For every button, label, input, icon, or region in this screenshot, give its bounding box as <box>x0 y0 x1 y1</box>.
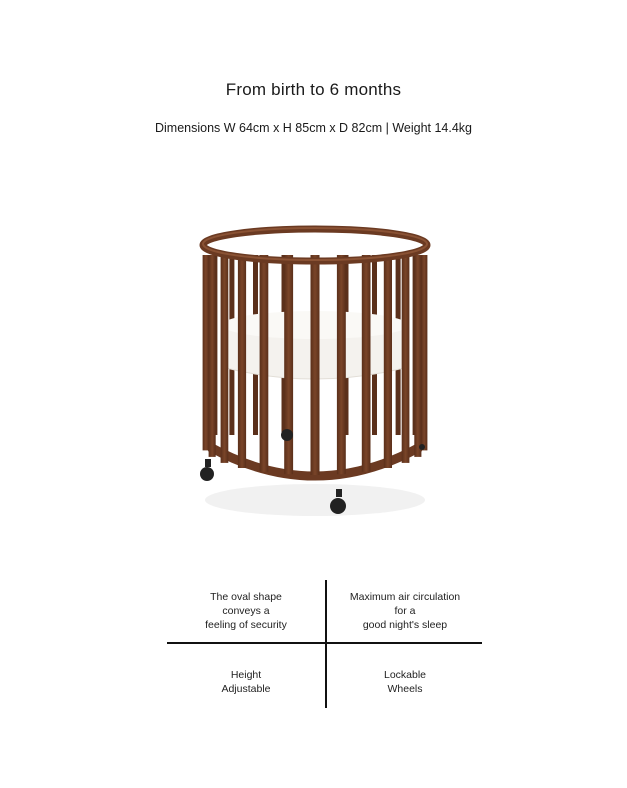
feature-line: Height <box>230 669 262 681</box>
crib-front-slat <box>362 255 371 472</box>
feature-line: Wheels <box>387 683 423 695</box>
feature-line: Lockable <box>383 669 427 681</box>
feature-line: for a <box>394 605 416 617</box>
crib-front-slat <box>402 255 410 463</box>
crib-front-slat <box>221 255 229 463</box>
crib-front-slat <box>209 255 216 457</box>
crib-front-slat <box>203 255 209 450</box>
crib-front-slat <box>311 255 320 475</box>
grid-horizontal-divider <box>167 642 482 644</box>
crib-image <box>190 215 440 525</box>
feature-oval-shape <box>167 590 325 632</box>
crib-front-slat <box>421 255 427 450</box>
feature-line: Adjustable <box>221 683 271 695</box>
feature-height-adjustable <box>167 668 325 696</box>
feature-grid <box>167 580 482 708</box>
crib-front-slat <box>260 255 269 472</box>
feature-line: good night's sleep <box>362 619 448 631</box>
feature-line: feeling of security <box>205 619 287 631</box>
feature-line: conveys a <box>222 605 270 617</box>
feature-lockable-wheels <box>326 668 484 696</box>
feature-line: Maximum air circulation <box>349 591 461 603</box>
feature-air-circulation <box>326 590 484 632</box>
crib-front-slat <box>384 255 392 468</box>
feature-line: The oval shape <box>210 591 282 603</box>
crib-front-slat <box>337 255 346 474</box>
crib-front-slat <box>414 255 421 457</box>
crib-front-slat <box>238 255 246 468</box>
dimensions-text: Dimensions W 64cm x H 85cm x D 82cm | Weight 14.4kg <box>154 121 472 135</box>
page-title: From birth to 6 months <box>225 80 402 99</box>
crib-front-slat <box>284 255 293 474</box>
